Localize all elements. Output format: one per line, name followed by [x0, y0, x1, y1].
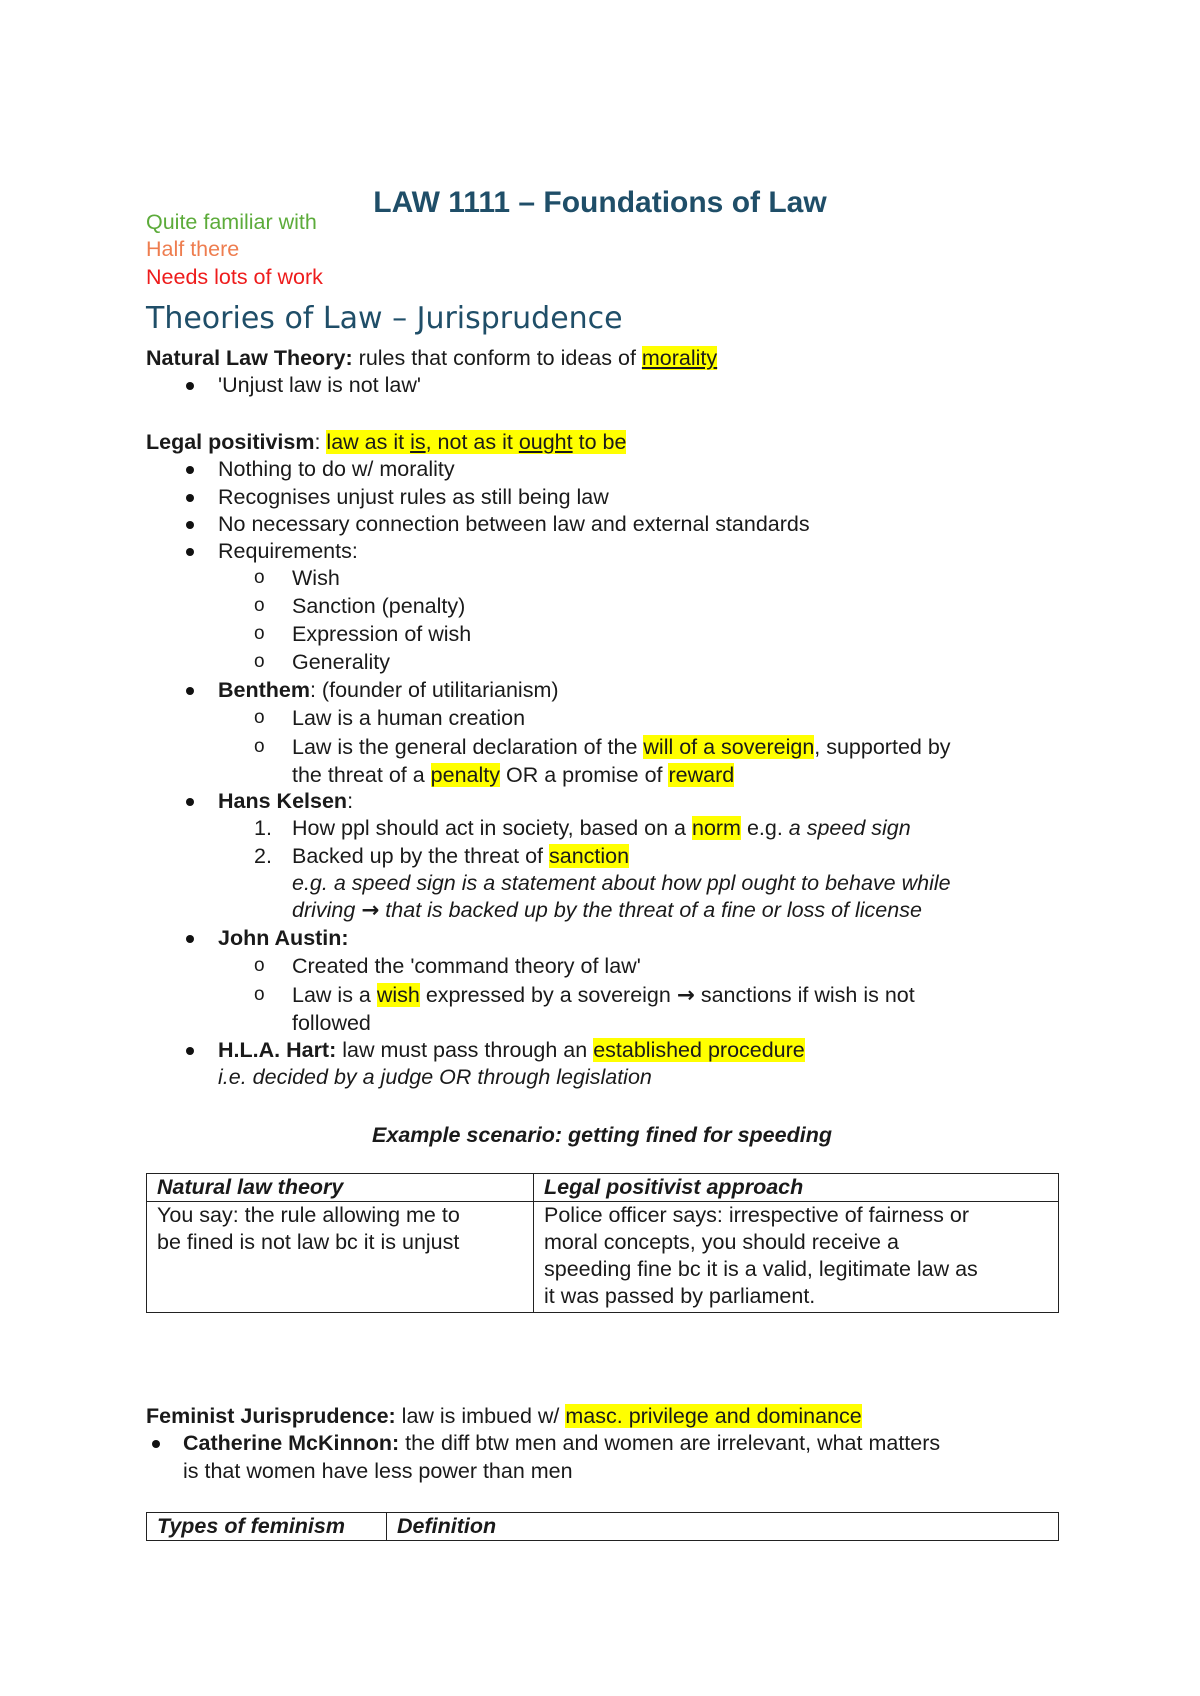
highlight-wish: wish — [376, 983, 420, 1007]
bullet-icon — [186, 382, 194, 390]
kelsen-item — [292, 814, 911, 842]
example-table — [146, 1173, 1059, 1313]
mckinnon-label: Catherine McKinnon: — [183, 1431, 400, 1455]
bentham-sub — [292, 733, 951, 761]
text-part: How ppl should act in society, based on a — [292, 816, 692, 840]
circle-bullet-icon: o — [254, 707, 265, 728]
highlight-sovereign: will of a sovereign — [643, 735, 815, 759]
legend-work: Needs lots of work — [146, 265, 323, 289]
kelsen-line — [218, 787, 353, 815]
hart-line — [218, 1036, 805, 1064]
arrow-right-icon: → — [676, 983, 695, 1008]
document-title: LAW 1111 – Foundations of Law — [373, 186, 827, 219]
highlight-sanction: sanction — [548, 844, 630, 868]
text-part: a speed sign is a statement about how ppl ought to behave while — [333, 871, 951, 895]
cell-line: Police officer says: irrespective of fairness or — [544, 1203, 969, 1227]
kelsen-colon: : — [347, 789, 354, 813]
feminist-line — [146, 1402, 862, 1430]
table-header-row — [147, 1174, 1059, 1202]
text-part: that is backed up by the threat of a fine or loss of license — [379, 898, 922, 922]
text-part: , supported by — [814, 735, 951, 759]
positivism-line — [146, 428, 626, 456]
hl-part: , not as it — [425, 430, 519, 454]
requirement-item: Generality — [292, 650, 390, 674]
types-table — [146, 1512, 1059, 1541]
text-part: Law is the general declaration of the — [292, 735, 644, 759]
hl-part: ought — [518, 430, 573, 454]
circle-bullet-icon: o — [254, 651, 265, 672]
text-part: the threat of a — [292, 763, 431, 787]
section-heading: Theories of Law – Jurisprudence — [146, 301, 623, 336]
positivism-item: No necessary connection between law and external standards — [218, 512, 810, 536]
highlight-reward: reward — [668, 763, 735, 787]
circle-bullet-icon: o — [254, 595, 265, 616]
positivism-item: Nothing to do w/ morality — [218, 457, 455, 481]
natural-law-line — [146, 344, 717, 372]
highlight-penalty: penalty — [430, 763, 500, 787]
bullet-icon — [186, 494, 194, 502]
bentham-line — [218, 676, 559, 704]
bullet-icon — [186, 466, 194, 474]
example-caption-text: Example scenario: getting fined for speeding — [372, 1123, 832, 1147]
kelsen-item — [292, 842, 629, 870]
legend-half: Half there — [146, 237, 240, 261]
positivism-label: Legal positivism — [146, 430, 315, 454]
table-cell — [534, 1202, 1059, 1313]
kelsen-example — [292, 869, 951, 897]
table-header-cell: Types of feminism — [147, 1513, 387, 1541]
austin-sub: Created the 'command theory of law' — [292, 954, 641, 978]
austin-sub — [292, 981, 915, 1010]
list-number: 1. — [254, 816, 272, 840]
table-row — [147, 1202, 1059, 1313]
austin-sub-cont: followed — [292, 1011, 371, 1035]
bullet-icon — [186, 1047, 194, 1055]
text-part: sanctions if wish is not — [694, 983, 915, 1007]
hart-text: law must pass through an — [336, 1038, 594, 1062]
hl-part: is — [410, 430, 426, 454]
table-header-cell: Definition — [387, 1513, 1059, 1541]
cell-line: be fined is not law bc it is unjust — [157, 1230, 460, 1254]
text-part: a speed sign — [788, 816, 911, 840]
hart-label: H.L.A. Hart: — [218, 1038, 337, 1062]
text-part: e.g. — [292, 871, 334, 895]
mckinnon-text: the diff btw men and women are irrelevant, what matters — [399, 1431, 941, 1455]
text-part: driving — [292, 898, 362, 922]
austin-label: John Austin: — [218, 926, 349, 950]
austin-line — [218, 924, 349, 952]
legend-good: Quite familiar with — [146, 210, 317, 234]
circle-bullet-icon: o — [254, 567, 265, 588]
list-number: 2. — [254, 844, 272, 868]
mckinnon-line — [183, 1429, 940, 1457]
feminist-text: law is imbued w/ — [395, 1404, 566, 1428]
table-cell — [147, 1202, 534, 1313]
bentham-label: Benthem — [218, 678, 310, 702]
kelsen-example-cont — [292, 896, 922, 925]
highlight-masc: masc. privilege and dominance — [565, 1404, 862, 1428]
cell-line: You say: the rule allowing me to — [157, 1203, 460, 1227]
text-part: Backed up by the threat of — [292, 844, 549, 868]
feminist-label: Feminist Jurisprudence: — [146, 1404, 396, 1428]
table-header-cell: Natural law theory — [147, 1174, 534, 1202]
positivism-item: Requirements: — [218, 539, 358, 563]
bullet-icon — [186, 935, 194, 943]
circle-bullet-icon: o — [254, 623, 265, 644]
bullet-icon — [186, 521, 194, 529]
circle-bullet-icon: o — [254, 955, 265, 976]
highlight-morality: morality — [641, 346, 718, 370]
hl-part: to be — [572, 430, 627, 454]
highlight-norm: norm — [691, 816, 741, 840]
requirement-item: Expression of wish — [292, 622, 472, 646]
table-header-row — [147, 1513, 1059, 1541]
cell-line: it was passed by parliament. — [544, 1284, 816, 1308]
table-header-cell: Legal positivist approach — [534, 1174, 1059, 1202]
text-part: expressed by a sovereign — [419, 983, 677, 1007]
requirement-item: Sanction (penalty) — [292, 594, 466, 618]
kelsen-label: Hans Kelsen — [218, 789, 348, 813]
bullet-icon — [186, 687, 194, 695]
bullet-icon — [186, 798, 194, 806]
cell-line: speeding fine bc it is a valid, legitimate law as — [544, 1257, 978, 1281]
example-caption — [146, 1121, 1058, 1149]
natural-bullet: 'Unjust law is not law' — [218, 373, 421, 397]
hart-note — [218, 1063, 652, 1091]
arrow-right-icon: → — [361, 898, 380, 923]
positivism-colon: : — [314, 430, 327, 454]
circle-bullet-icon: o — [254, 984, 265, 1005]
natural-law-text: rules that conform to ideas of — [352, 346, 642, 370]
bentham-sub: Law is a human creation — [292, 706, 526, 730]
positivism-highlight — [326, 430, 626, 454]
mckinnon-cont: is that women have less power than men — [183, 1459, 573, 1483]
hl-part: law as it — [326, 430, 411, 454]
text-part: Law is a — [292, 983, 377, 1007]
positivism-item: Recognises unjust rules as still being law — [218, 485, 609, 509]
natural-law-label: Natural Law Theory: — [146, 346, 353, 370]
text-part: e.g. — [740, 816, 789, 840]
circle-bullet-icon: o — [254, 736, 265, 757]
cell-line: moral concepts, you should receive a — [544, 1230, 899, 1254]
text-part: OR a promise of — [500, 763, 669, 787]
bentham-text: : (founder of utilitarianism) — [309, 678, 559, 702]
hart-note-text: i.e. decided by a judge OR through legislation — [218, 1065, 652, 1089]
bullet-icon — [186, 548, 194, 556]
requirement-item: Wish — [292, 566, 340, 590]
bullet-icon — [152, 1440, 160, 1448]
highlight-procedure: established procedure — [593, 1038, 805, 1062]
bentham-sub-cont — [292, 761, 734, 789]
